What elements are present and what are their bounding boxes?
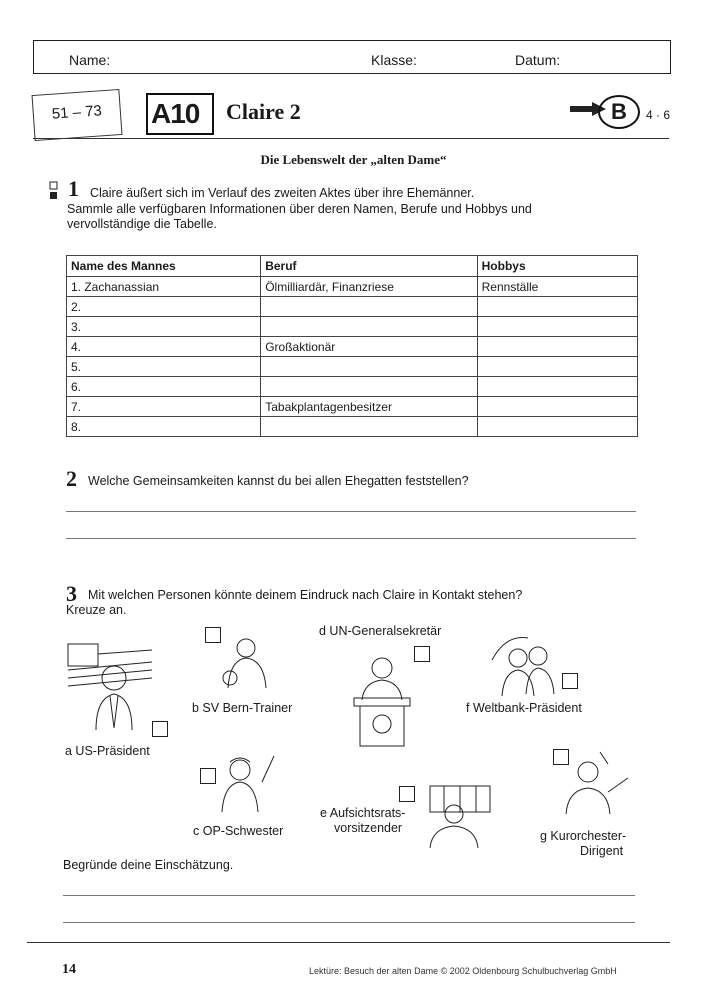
name-cell[interactable]: 6. (67, 377, 261, 397)
page-reference: 51 – 73 (51, 102, 103, 123)
answer-line[interactable] (66, 538, 636, 539)
task-1-line-3: vervollständige die Tabelle. (67, 217, 217, 231)
name-cell[interactable]: 2. (67, 297, 261, 317)
col-header-hobbies: Hobbys (477, 256, 637, 277)
task-1-line-2: Sammle alle verfügbaren Informationen über deren Namen, Berufe und Hobbys und (67, 202, 532, 216)
profession-cell: Tabakplantagenbesitzer (261, 397, 477, 417)
reason-prompt: Begründe deine Einschätzung. (63, 858, 234, 872)
table-header-row (67, 256, 638, 277)
option-e-label-1: e Aufsichtsrats- (320, 806, 406, 820)
name-cell: 1. Zachanassian (67, 277, 261, 297)
option-d-label: d UN-Generalsekretär (319, 624, 442, 638)
table-row (67, 317, 638, 337)
hobby-cell[interactable] (477, 377, 637, 397)
table-row (67, 417, 638, 437)
profession-cell: Ölmilliardär, Finanzriese (261, 277, 477, 297)
option-g-label-1: g Kurorchester- (540, 829, 627, 843)
profession-cell[interactable] (261, 317, 477, 337)
task-1-number: 1 (68, 176, 79, 201)
nurse-illustration (218, 752, 278, 814)
option-f-label: f Weltbank-Präsident (466, 701, 582, 715)
profession-cell[interactable] (261, 417, 477, 437)
level-pages: 4 · 6 (646, 108, 671, 122)
class-label: Klasse: (371, 52, 417, 68)
name-cell[interactable]: 8. (67, 417, 261, 437)
hobby-cell[interactable] (477, 317, 637, 337)
unit-code: A10 (151, 98, 200, 129)
name-cell[interactable]: 4. (67, 337, 261, 357)
us-president-illustration (66, 640, 156, 732)
conductor-illustration (552, 750, 632, 820)
option-g-label-2: Dirigent (580, 844, 624, 858)
task-2-question: Welche Gemeinsamkeiten kannst du bei allen Ehegatten feststellen? (88, 474, 469, 488)
level-badge: B (598, 95, 640, 129)
checkbox-e[interactable] (399, 786, 415, 802)
option-e-label-2: vorsitzender (334, 821, 403, 835)
trainer-illustration (218, 636, 276, 690)
date-label: Datum: (515, 52, 561, 68)
profession-cell: Großaktionär (261, 337, 477, 357)
student-info-header (33, 40, 671, 74)
footer-credit: Lektüre: Besuch der alten Dame © 2002 Oldenbourg Schulbuchverlag GmbH (309, 966, 617, 976)
col-header-name: Name des Mannes (67, 256, 261, 277)
task-1-line-1: Claire äußert sich im Verlauf des zweiten Aktes über ihre Ehemänner. (90, 186, 475, 200)
hobby-cell[interactable] (477, 397, 637, 417)
name-label: Name: (69, 52, 111, 68)
husbands-table (66, 255, 638, 437)
hobby-cell: Rennställe (477, 277, 637, 297)
hobby-cell[interactable] (477, 357, 637, 377)
col-header-profession: Beruf (261, 256, 477, 277)
table-row (67, 277, 638, 297)
table-row (67, 337, 638, 357)
hobby-cell[interactable] (477, 297, 637, 317)
answer-line[interactable] (63, 895, 635, 896)
answer-line[interactable] (63, 922, 635, 923)
name-cell[interactable]: 5. (67, 357, 261, 377)
profession-cell[interactable] (261, 297, 477, 317)
unit-title: Claire 2 (226, 99, 301, 124)
table-row (67, 357, 638, 377)
checkbox-c[interactable] (200, 768, 216, 784)
task-icon (49, 181, 59, 201)
table-row (67, 397, 638, 417)
unit-code-box (146, 93, 214, 135)
un-secretary-illustration (350, 652, 414, 748)
option-c-label: c OP-Schwester (193, 824, 284, 838)
option-b-label: b SV Bern-Trainer (192, 701, 293, 715)
page-number: 14 (62, 962, 76, 977)
checkbox-d[interactable] (414, 646, 430, 662)
task-3-line-2: Kreuze an. (66, 603, 127, 617)
footer-divider (27, 942, 670, 943)
hobby-cell[interactable] (477, 417, 637, 437)
option-a-label: a US-Präsident (65, 744, 150, 758)
worldbank-president-illustration (488, 632, 560, 698)
task-3-number: 3 (66, 581, 77, 606)
table-row (67, 297, 638, 317)
page-reference-box (32, 89, 123, 141)
name-cell[interactable]: 3. (67, 317, 261, 337)
hobby-cell[interactable] (477, 337, 637, 357)
profession-cell[interactable] (261, 377, 477, 397)
name-cell[interactable]: 7. (67, 397, 261, 417)
title-divider (33, 138, 669, 139)
answer-line[interactable] (66, 511, 636, 512)
chairman-illustration (420, 784, 494, 850)
task-2-number: 2 (66, 466, 77, 491)
worksheet-subtitle: Die Lebenswelt der „alten Dame“ (260, 152, 447, 167)
checkbox-f[interactable] (562, 673, 578, 689)
task-3-line-1: Mit welchen Personen könnte deinem Eindruck nach Claire in Kontakt stehen? (88, 588, 523, 602)
table-row (67, 377, 638, 397)
checkbox-a[interactable] (152, 721, 168, 737)
profession-cell[interactable] (261, 357, 477, 377)
